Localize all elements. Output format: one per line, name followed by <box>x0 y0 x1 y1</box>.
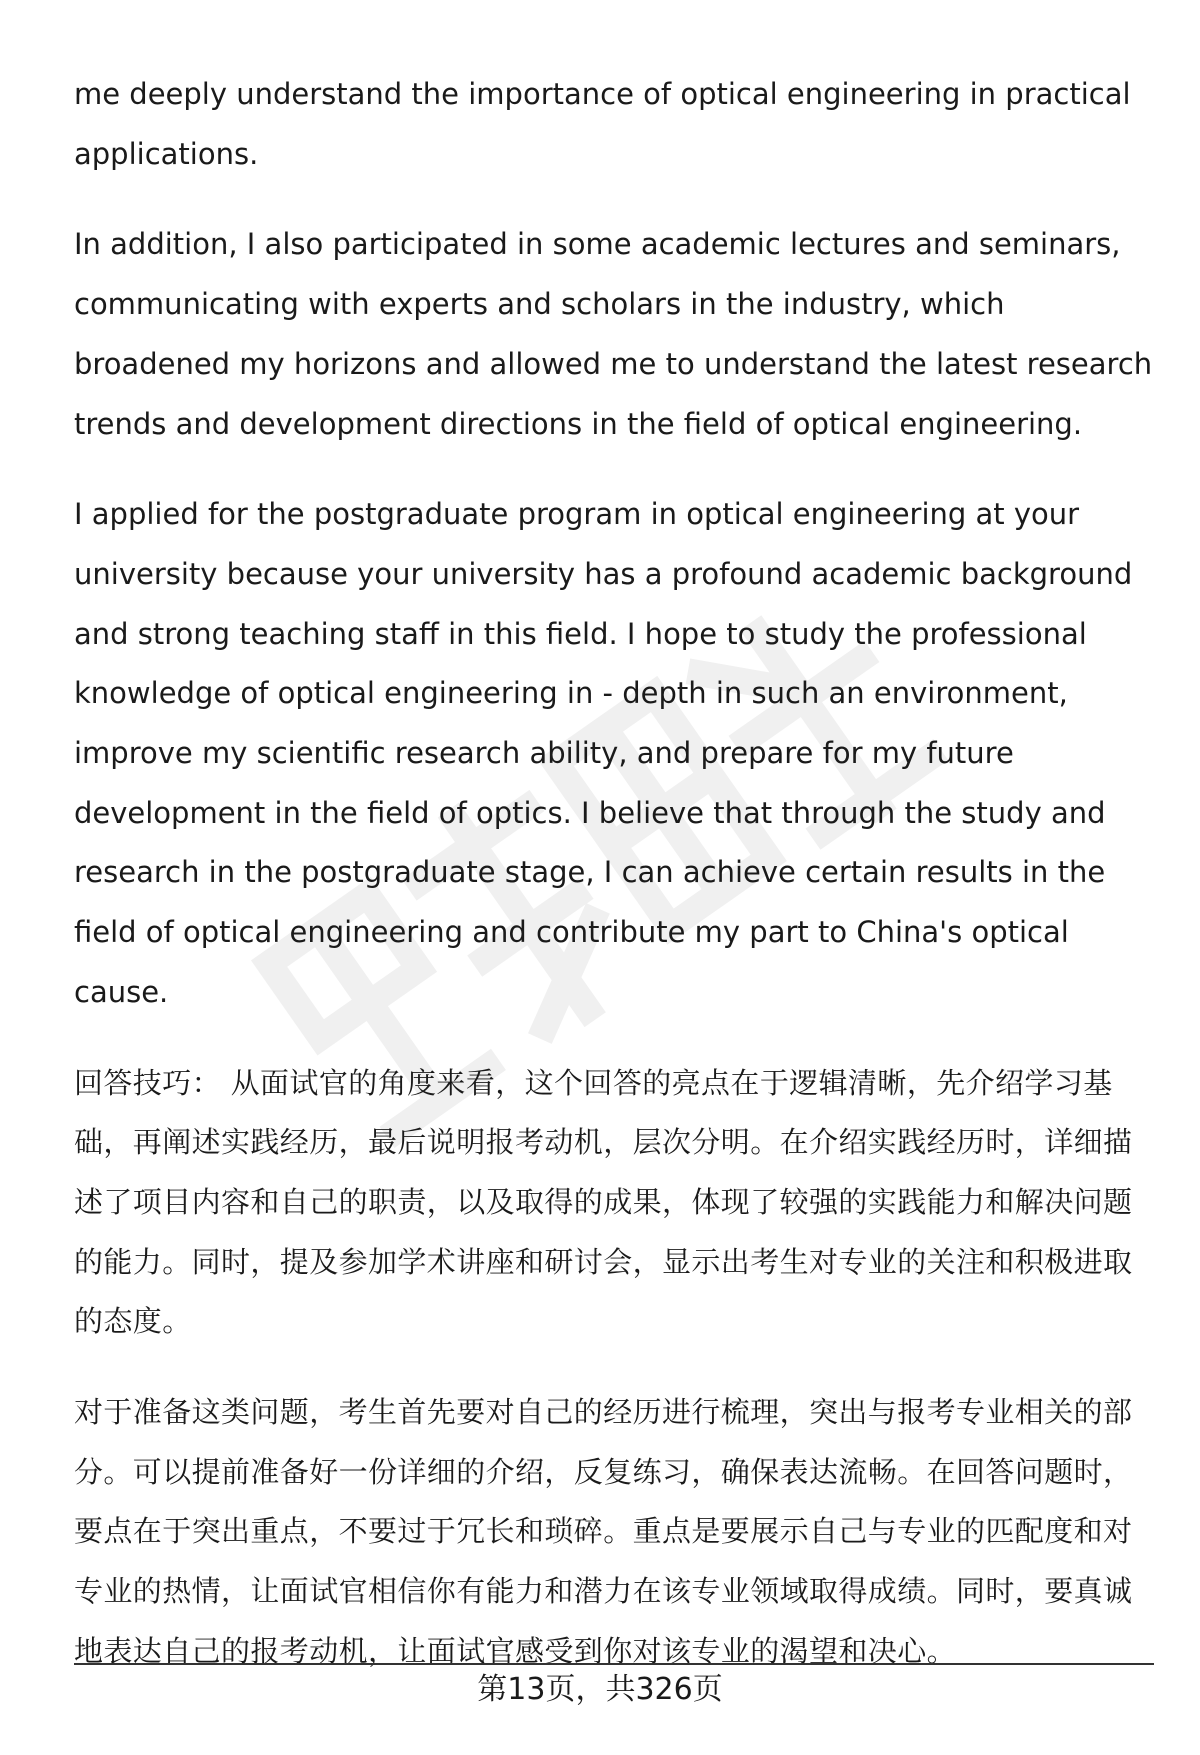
paragraph-answer-tips: 回答技巧： 从面试官的角度来看，这个回答的亮点在于逻辑清晰，先介绍学习基础，再阐述实践经历，最后说明报考动机，层次分明。在介绍实践经历时，详细描述了项目内容和自己的职责，以及取得的成果，体现了较强的实践能力和解决问题的能力。同时，提及参加学术讲座和研讨会，显示出考生对专业的关注和积极进取的态度。 <box>74 1065 1133 1339</box>
page-number: 第13页，共326页 <box>477 1672 723 1707</box>
paragraph-academic-lectures: In addition, I also participated in some academic lectures and seminars, communicating with experts and scholars in the industry, which broadened my horizons and allowed me to understand the latest research trends and development directions in the field of optical engineering. <box>74 227 1153 441</box>
document-body <box>74 65 1154 1713</box>
paragraph-practical-applications: me deeply understand the importance of optical engineering in practical applications. <box>74 77 1131 171</box>
paragraph-application-motivation: I applied for the postgraduate program in optical engineering at your university because your university has a profound academic background and strong teaching staff in this field. I hope to study the professional knowledge of optical engineering in - depth in such an environment, improve my scientific research ability, and prepare for my future development in the field of optics. I believe that through the study and research in the postgraduate stage, I can achieve certain results in the field of optical engineering and contribute my part to China's optical cause. <box>74 497 1133 1009</box>
paragraph-preparation-advice: 对于准备这类问题，考生首先要对自己的经历进行梳理，突出与报考专业相关的部分。可以提前准备好一份详细的介绍，反复练习，确保表达流畅。在回答问题时，要点在于突出重点，不要过于冗长和琐碎。重点是要展示自己与专业的匹配度和对专业的热情，让面试官相信你有能力和潜力在该专业领域取得成绩。同时，要真诚地表达自己的报考动机，让面试官感受到你对该专业的渴望和决心。 <box>74 1395 1133 1668</box>
footer-divider <box>74 1663 1154 1665</box>
